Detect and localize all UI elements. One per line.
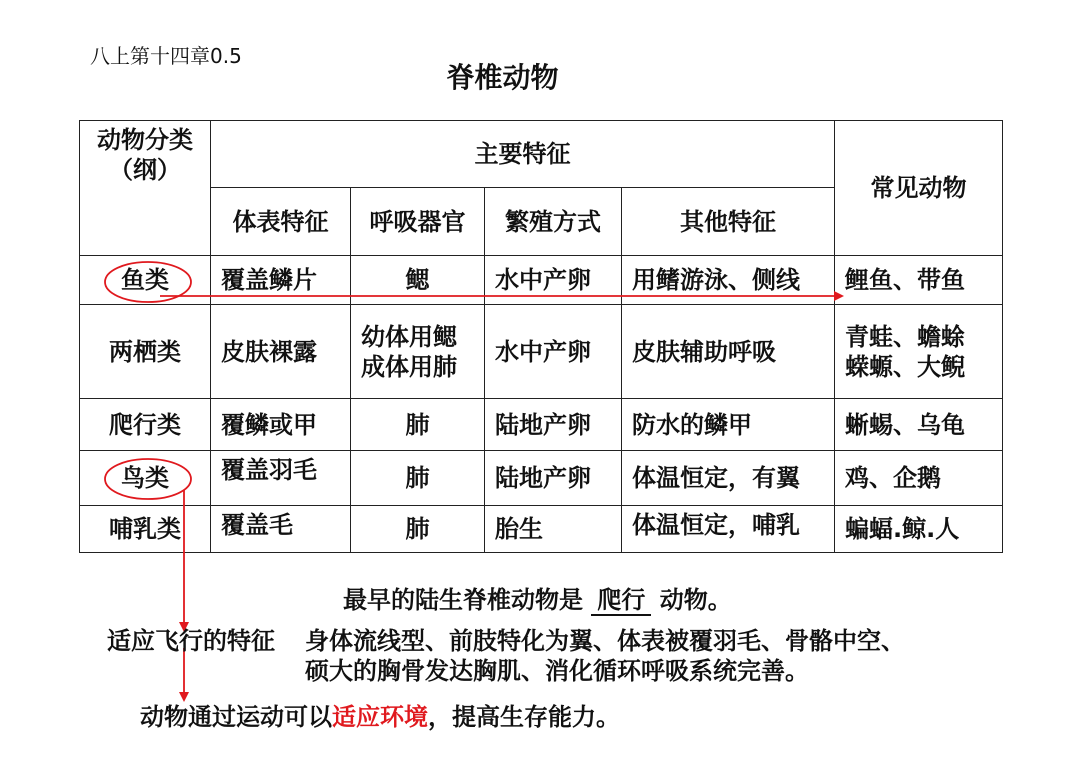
summary-flight-adaptations bbox=[107, 626, 905, 686]
cell-category: 哺乳类 bbox=[80, 506, 211, 553]
cell-common: 鲤鱼、带鱼 bbox=[835, 256, 1003, 305]
cell-breathing: 鳃 bbox=[351, 256, 485, 305]
cell-category: 鱼类 bbox=[80, 256, 211, 305]
cell-category: 两栖类 bbox=[80, 305, 211, 399]
cell-surface: 皮肤裸露 bbox=[211, 305, 351, 399]
summary1-blank: 爬行 bbox=[591, 586, 651, 616]
summary3-highlight: 适应环境 bbox=[332, 703, 428, 731]
cell-common: 蝙蝠.鲸.人 bbox=[835, 506, 1003, 553]
cell-breathing: 幼体用鳃 成体用肺 bbox=[351, 305, 485, 399]
summary1-prefix: 最早的陆生脊椎动物是 bbox=[343, 586, 583, 614]
summary-earliest-land-vertebrate bbox=[343, 580, 732, 616]
header-note: 八上第十四章0.5 bbox=[90, 44, 242, 68]
cell-category: 鸟类 bbox=[80, 451, 211, 506]
subheader-surface: 体表特征 bbox=[211, 188, 351, 256]
cell-other: 体温恒定，哺乳 bbox=[622, 506, 835, 553]
cell-surface: 覆鳞或甲 bbox=[211, 399, 351, 451]
header-common-animals: 常见动物 bbox=[835, 121, 1003, 256]
header-category-text: 动物分类（纲） bbox=[97, 126, 193, 184]
cell-other: 用鳍游泳、侧线 bbox=[622, 256, 835, 305]
cell-reproduction: 水中产卵 bbox=[485, 305, 622, 399]
table-row bbox=[80, 399, 1003, 451]
cell-surface: 覆盖鳞片 bbox=[211, 256, 351, 305]
cell-reproduction: 水中产卵 bbox=[485, 256, 622, 305]
cell-common: 青蛙、蟾蜍 蝾螈、大鲵 bbox=[835, 305, 1003, 399]
summary-movement bbox=[140, 697, 620, 732]
cell-reproduction: 胎生 bbox=[485, 506, 622, 553]
vertebrate-table bbox=[79, 120, 1003, 553]
table-row bbox=[80, 256, 1003, 305]
cell-breathing: 肺 bbox=[351, 451, 485, 506]
subheader-breathing: 呼吸器官 bbox=[351, 188, 485, 256]
table-row bbox=[80, 451, 1003, 506]
summary3-suffix: ，提高生存能力。 bbox=[428, 703, 620, 731]
header-category bbox=[80, 121, 211, 256]
cell-surface: 覆盖羽毛 bbox=[211, 451, 351, 506]
page-title-text: 脊椎动物 bbox=[446, 61, 559, 94]
cell-breathing: 肺 bbox=[351, 506, 485, 553]
summary2-line2: 硕大的胸骨发达胸肌、消化循环呼吸系统完善。 bbox=[305, 657, 809, 685]
cell-common: 蜥蜴、乌龟 bbox=[835, 399, 1003, 451]
subheader-other: 其他特征 bbox=[622, 188, 835, 256]
summary2-label: 适应飞行的特征 bbox=[107, 627, 275, 655]
cell-other: 皮肤辅助呼吸 bbox=[622, 305, 835, 399]
summary3-prefix: 动物通过运动可以 bbox=[140, 703, 332, 731]
cell-breathing: 肺 bbox=[351, 399, 485, 451]
cell-reproduction: 陆地产卵 bbox=[485, 399, 622, 451]
cell-common: 鸡、企鹅 bbox=[835, 451, 1003, 506]
page-title bbox=[0, 56, 1080, 96]
cell-reproduction: 陆地产卵 bbox=[485, 451, 622, 506]
table-row bbox=[80, 506, 1003, 553]
cell-surface: 覆盖毛 bbox=[211, 506, 351, 553]
summary1-suffix: 动物。 bbox=[659, 586, 732, 614]
cell-other: 体温恒定，有翼 bbox=[622, 451, 835, 506]
summary2-line1: 身体流线型、前肢特化为翼、体表被覆羽毛、骨骼中空、 bbox=[305, 627, 905, 655]
cell-category: 爬行类 bbox=[80, 399, 211, 451]
header-main-features: 主要特征 bbox=[211, 121, 835, 188]
subheader-reproduction: 繁殖方式 bbox=[485, 188, 622, 256]
cell-other: 防水的鳞甲 bbox=[622, 399, 835, 451]
table-row bbox=[80, 305, 1003, 399]
